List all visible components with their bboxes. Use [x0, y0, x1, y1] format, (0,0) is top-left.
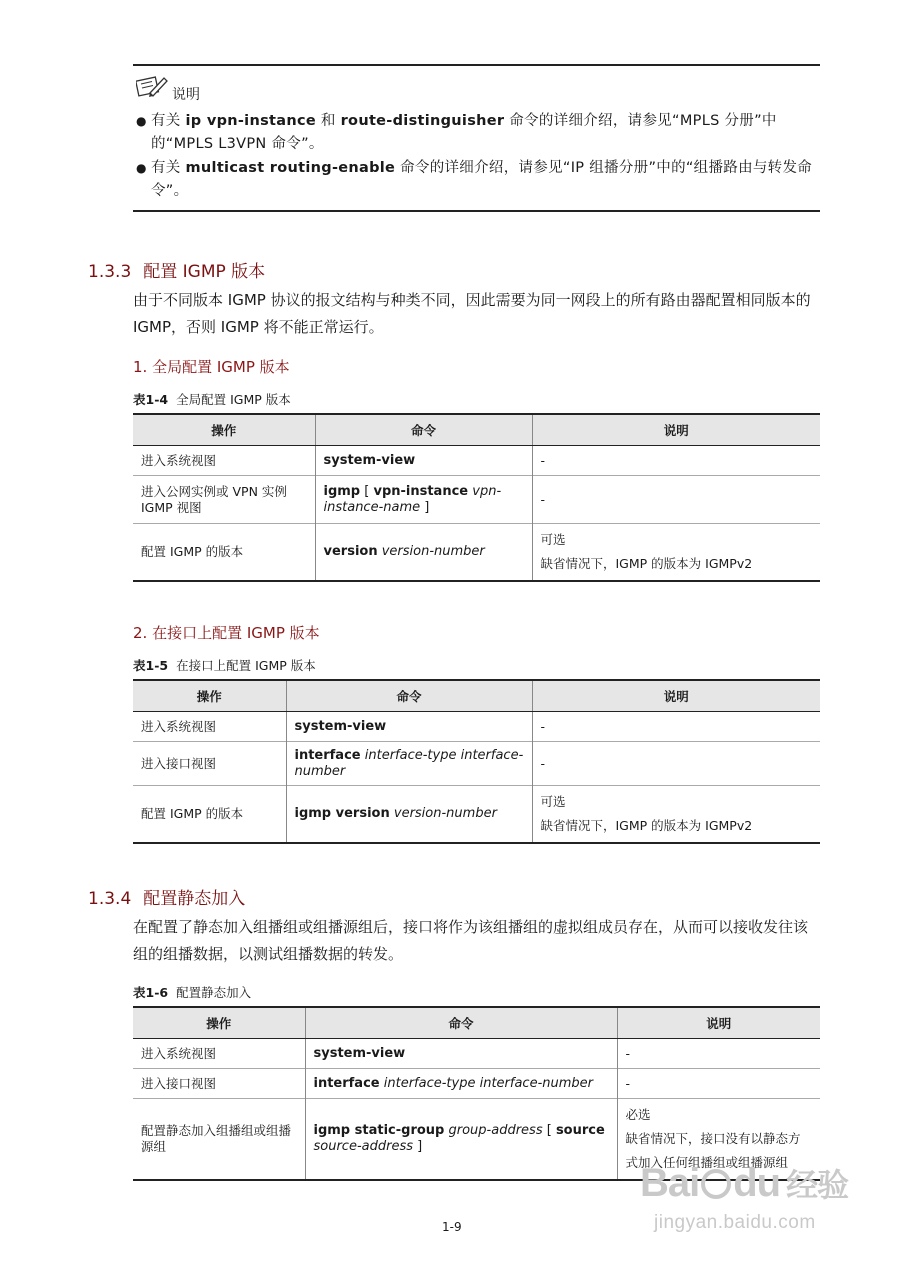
- command-keyword: interface: [294, 747, 361, 763]
- note-bullet-text: [151, 110, 821, 156]
- section-title: 配置静态加入: [143, 889, 246, 909]
- watermark-brand: Bai: [640, 1161, 700, 1205]
- command-keyword: igmp version: [294, 806, 390, 821]
- baidu-watermark-logo: [640, 1160, 848, 1206]
- table-caption-1-4: [133, 390, 291, 408]
- command-text: [: [542, 1123, 556, 1138]
- note-bullet-text: [151, 157, 821, 203]
- cell-operation: 进入系统视图: [133, 1039, 305, 1069]
- cell-description: [532, 446, 820, 476]
- cell-description: [532, 712, 820, 742]
- section-number: 1.3.3: [88, 262, 132, 282]
- cell-operation: 进入系统视图: [133, 712, 286, 742]
- table-row: [133, 742, 820, 786]
- bold-run: route-distinguisher: [340, 113, 505, 129]
- cell-command: [286, 786, 532, 844]
- command-keyword: source: [555, 1123, 605, 1138]
- header-operation: 操作: [133, 680, 286, 712]
- header-command: 命令: [305, 1007, 617, 1039]
- section-number: 1.3.4: [88, 889, 132, 909]
- table-row: [133, 712, 820, 742]
- cell-description: [532, 742, 820, 786]
- section-paragraph: 在配置了静态加入组播组或组播源组后，接口将作为该组播组的虚拟组成员存在，从而可以接收发往该组的组播数据，以测试组播数据的转发。: [133, 918, 809, 963]
- text-run: 有关: [151, 113, 186, 129]
- watermark-url: jingyan.baidu.com: [654, 1212, 816, 1233]
- table-1-5: [133, 679, 820, 844]
- table-header-row: [133, 1007, 820, 1039]
- description-line: 可选: [540, 532, 566, 547]
- description-line: -: [625, 1045, 631, 1061]
- table-row: [133, 1069, 820, 1099]
- table-row: [133, 524, 820, 582]
- table-1-6: [133, 1006, 820, 1181]
- command-text: ]: [420, 499, 430, 515]
- cell-description: [532, 524, 820, 582]
- cell-description: [617, 1039, 820, 1069]
- bold-run: ip vpn-instance: [185, 113, 316, 129]
- caption-number: 表1-4: [133, 392, 169, 407]
- watermark-cn: 经验: [786, 1167, 849, 1203]
- command-text: ]: [413, 1139, 423, 1154]
- cell-command: [286, 712, 532, 742]
- header-description: 说明: [617, 1007, 820, 1039]
- section-paragraph: 由于不同版本 IGMP 协议的报文结构与种类不同，因此需要为同一网段上的所有路由器配置相同版本的 IGMP，否则 IGMP 将不能正常运行。: [133, 291, 811, 336]
- cell-command: [286, 742, 532, 786]
- top-rule: [133, 64, 820, 66]
- command-keyword: vpn-instance: [373, 483, 469, 499]
- command-argument: group-address: [448, 1123, 543, 1138]
- description-line: -: [540, 491, 546, 507]
- section-heading-1-3-4: [88, 884, 245, 909]
- text-run: 命令的详细介绍，请参见“MPLS 分册”中的“MPLS L3VPN 命令”。: [151, 113, 777, 152]
- paw-icon: [701, 1169, 731, 1199]
- cell-command: [305, 1099, 617, 1181]
- table-row: [133, 1039, 820, 1069]
- table-caption-1-5: [133, 656, 316, 674]
- cell-description: [532, 786, 820, 844]
- header-command: 命令: [315, 414, 532, 446]
- section-heading-1-3-3: [88, 257, 265, 282]
- cell-operation: 进入接口视图: [133, 1069, 305, 1099]
- cell-operation: 配置静态加入组播组或组播源组: [133, 1099, 305, 1181]
- bullet-dot: ●: [136, 161, 147, 175]
- command-argument: interface-type interface-number: [383, 1075, 594, 1091]
- cell-description: [532, 476, 820, 524]
- table-row: [133, 476, 820, 524]
- description-line: 必选: [625, 1107, 651, 1122]
- table-row: [133, 446, 820, 476]
- header-command: 命令: [286, 680, 532, 712]
- cell-operation: 进入公网实例或 VPN 实例 IGMP 视图: [133, 476, 315, 524]
- text-run: 命令的详细介绍，请参见“IP 组播分册”中的“组播路由与转发命令”。: [151, 160, 813, 199]
- cell-command: [305, 1069, 617, 1099]
- command-keyword: igmp: [323, 483, 361, 499]
- watermark-du: du: [733, 1161, 781, 1205]
- cell-operation: 进入接口视图: [133, 742, 286, 786]
- command-keyword: system-view: [313, 1045, 406, 1061]
- description-line: 可选: [540, 794, 566, 809]
- bullet-dot: ●: [136, 114, 147, 128]
- cell-operation: 进入系统视图: [133, 446, 315, 476]
- description-line: -: [540, 452, 546, 468]
- cell-command: [315, 476, 532, 524]
- table-header-row: [133, 414, 820, 446]
- description-line: -: [540, 755, 546, 771]
- section-title: 配置 IGMP 版本: [143, 262, 266, 282]
- caption-number: 表1-6: [133, 985, 169, 1000]
- table-row: [133, 786, 820, 844]
- table-caption-1-6: [133, 983, 251, 1001]
- cell-operation: 配置 IGMP 的版本: [133, 524, 315, 582]
- text-run: 和: [315, 113, 341, 129]
- command-argument: interface-type interface-number: [294, 747, 524, 779]
- command-keyword: igmp static-group: [313, 1123, 445, 1138]
- caption-number: 表1-5: [133, 658, 169, 673]
- cell-operation: 配置 IGMP 的版本: [133, 786, 286, 844]
- header-description: 说明: [532, 680, 820, 712]
- cell-command: [305, 1039, 617, 1069]
- table-header-row: [133, 680, 820, 712]
- command-text: [: [360, 483, 374, 499]
- header-operation: 操作: [133, 1007, 305, 1039]
- header-description: 说明: [532, 414, 820, 446]
- caption-text: 在接口上配置 IGMP 版本: [176, 658, 316, 673]
- description-line: -: [540, 718, 546, 734]
- command-argument: source-address: [313, 1139, 414, 1154]
- note-bottom-rule: [133, 210, 820, 212]
- command-keyword: system-view: [294, 718, 387, 734]
- command-argument: version-number: [381, 544, 485, 559]
- description-line: 缺省情况下，IGMP 的版本为 IGMPv2: [540, 556, 753, 571]
- text-run: 有关: [151, 160, 186, 176]
- command-argument: vpn-instance-name: [323, 483, 502, 515]
- cell-description: [617, 1069, 820, 1099]
- command-keyword: version: [323, 544, 378, 559]
- page-number: 1-9: [442, 1220, 462, 1234]
- subheading-global: 1. 全局配置 IGMP 版本: [133, 358, 290, 376]
- subheading-interface: 2. 在接口上配置 IGMP 版本: [133, 624, 320, 642]
- table-1-4: [133, 413, 820, 582]
- command-keyword: interface: [313, 1075, 380, 1091]
- description-line: 缺省情况下，IGMP 的版本为 IGMPv2: [540, 818, 753, 833]
- command-keyword: system-view: [323, 452, 416, 468]
- caption-text: 配置静态加入: [176, 985, 252, 1000]
- note-title: 说明: [172, 87, 200, 103]
- command-argument: version-number: [393, 806, 497, 821]
- cell-command: [315, 524, 532, 582]
- bold-run: multicast routing-enable: [185, 160, 396, 176]
- caption-text: 全局配置 IGMP 版本: [176, 392, 291, 407]
- description-line: 缺省情况下，接口没有以静态方式加入任何组播组或组播源组: [625, 1131, 801, 1170]
- cell-command: [315, 446, 532, 476]
- header-operation: 操作: [133, 414, 315, 446]
- pencil-note-icon: [136, 74, 168, 98]
- description-line: -: [625, 1075, 631, 1091]
